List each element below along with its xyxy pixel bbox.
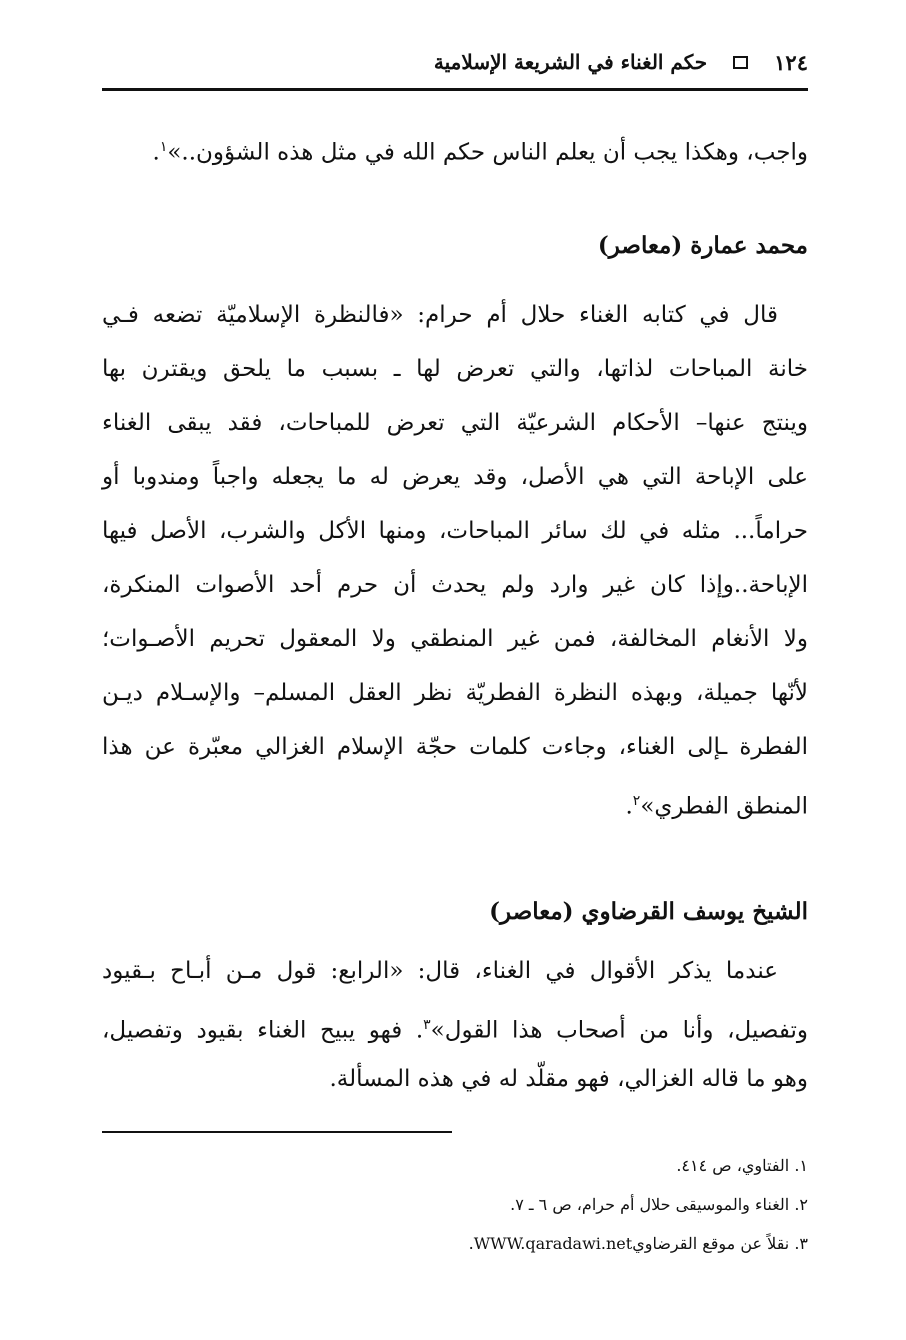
text-line: حراماً... مثله في لك سائر المباحات، ومنها الأكل والشرب، الأصل فيها [102, 518, 808, 544]
text-line: عندما يذكر الأقوال في الغناء، قال: «الرابع: قول مـن أبـاح بـقيود [102, 958, 778, 984]
text-line: الفطرة ـإلى الغناء، وجاءت كلمات حجّة الإسلام الغزالي معبّرة عن هذا [102, 734, 808, 760]
text-line: ولا الأنغام المخالفة، فمن غير المنطقي ولا المعقول تحريم الأصـوات؛ [102, 626, 808, 652]
footnote-ref-3: ٣ [423, 1017, 431, 1033]
text-line: خانة المباحات لذاتها، والتي تعرض لها ـ بسبب ما يلحق ويقترن بها [102, 356, 808, 382]
text-line: لأنّها جميلة، وبهذه النظرة الفطريّة نظر العقل المسلم– والإسـلام ديـن [102, 680, 808, 706]
running-title: حكم الغناء في الشريعة الإسلامية [433, 50, 708, 74]
text-line: على الإباحة التي هي الأصل، وقد يعرض له ما يجعله واجباً ومندوبا أو [102, 464, 808, 490]
text-line: وينتج عنها– الأحكام الشرعيّة التي تعرض للمباحات، فقد يبقى الغناء [102, 410, 808, 436]
text-line: قال في كتابه الغناء حلال أم حرام: «فالنظرة الإسلاميّة تضعه فـي [102, 302, 778, 328]
opening-paragraph [102, 120, 808, 174]
emara-paragraph [102, 288, 808, 828]
footnote-2: ٢. الغناء والموسيقى حلال أم حرام، ص ٦ ـ ٧. [510, 1195, 808, 1214]
section-heading-qaradawi: الشيخ يوسف القرضاوي (معاصر) [489, 898, 808, 925]
text-line: وتفصيل، وأنا من أصحاب هذا القول»$^٣$. فهو يبيح الغناء بقيود وتفصيل، [102, 1017, 808, 1044]
footnote-1: ١. الفتاوي، ص ٤١٤. [676, 1156, 808, 1175]
section-heading-emara: محمد عمارة (معاصر) [597, 232, 808, 259]
footnote-rule [102, 1131, 452, 1133]
text-line-last: المنطق الفطري»$^٢$. [625, 793, 808, 820]
header-rule [102, 88, 808, 91]
text-line: الإباحة..وإذا كان غير وارد ولم يحدث أن حرم أحد الأصوات المنكرة، [102, 572, 808, 598]
qaradawi-paragraph [102, 944, 808, 1106]
opening-line: واجب، وهكذا يجب أن يعلم الناس حكم الله في مثل هذه الشؤون..»$^١$. [152, 139, 808, 166]
square-ornament-icon [733, 56, 748, 69]
footnote-ref-1: ١ [159, 139, 168, 155]
page-number: ١٢٤ [774, 49, 808, 75]
running-header [102, 42, 808, 82]
footnote-ref-2: ٢ [632, 793, 641, 809]
text-line-last: وهو ما قاله الغزالي، فهو مقلّد له في هذه المسألة. [329, 1066, 808, 1092]
footnote-3: ٣. نقلاً عن موقع القرضاويWWW.qaradawi.net. [468, 1234, 808, 1253]
book-page [102, 0, 808, 1340]
